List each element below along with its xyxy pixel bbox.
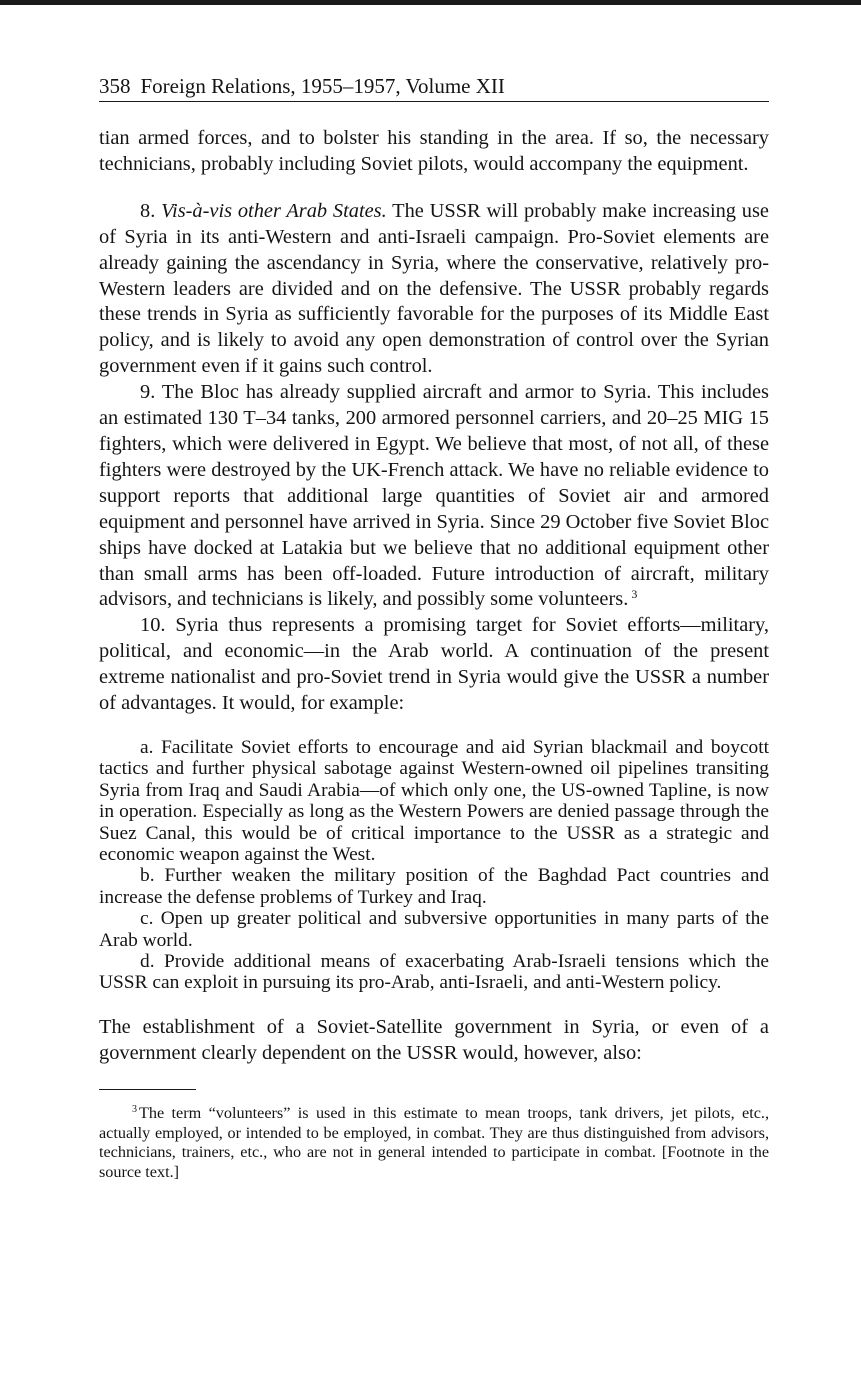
paragraph-final: The establishment of a Soviet-Satellite government in Syria, or even of a government clearly dependent on the USSR would, however, also: bbox=[99, 1015, 769, 1064]
paragraph-8-heading: Vis-à-vis other Arab States. bbox=[161, 199, 387, 222]
top-edge-rule bbox=[0, 0, 861, 5]
paragraph-10: 10. Syria thus represents a promising target for Soviet efforts—military, political, and economic—in the Arab world. A continuation of the present extreme nationalist and pro-Soviet trend in Syria would give the USSR a number of advantages. It would, for example: bbox=[99, 614, 769, 715]
footnote-divider bbox=[99, 1089, 196, 1091]
list-item-a: a. Facilitate Soviet efforts to encourage and aid Syrian blackmail and boycott tactics and further physical sabotage against Western-owned oil pipelines transiting Syria from Iraq and Saudi Arabia—of which only one, the US-owned Tapline, is now in operation. Especially as long as the Western Powers are denied passage through the Suez Canal, this would be of critical importance to the USSR as a strategic and economic weapon against the West. bbox=[99, 736, 769, 865]
list-item-d: d. Provide additional means of exacerbating Arab-Israeli tensions which the USSR can exploit in pursuing its pro-Arab, anti-Israeli, and anti-Western policy. bbox=[99, 951, 769, 994]
page-number: 358 bbox=[99, 74, 131, 98]
footnote bbox=[99, 1104, 769, 1182]
running-header bbox=[99, 72, 769, 102]
advantages-list bbox=[99, 737, 769, 994]
paragraph-8-text: The USSR will probably make increasing use of Syria in its anti-Western and anti-Israeli campaign. Pro-Soviet elements are already gaining the ascendancy in Syria, where the conservative, relatively pro-Western leaders are divided and on the defensive. The USSR probably regards these trends in Syria as sufficiently favorable for the purposes of its Middle East policy, and is likely to avoid any open demonstration of control over the Syrian government even if it gains such control. bbox=[99, 199, 769, 378]
paragraph-9 bbox=[99, 380, 769, 613]
list-item-c: c. Open up greater political and subversive opportunities in many parts of the Arab world. bbox=[99, 908, 769, 951]
footnote-text: The term “volunteers” is used in this estimate to mean troops, tank drivers, jet pilots, etc., actually employed, or intended to be employed, in combat. They are thus distinguished from advisors, technicians, trainers, etc., who are not in general intended to participate in combat. [Footnote in the source text.] bbox=[99, 1104, 769, 1181]
paragraph-9-text: 9. The Bloc has already supplied aircraft and armor to Syria. This includes an estimated 130 T–34 tanks, 200 armored personnel carriers, and 20–25 MIG 15 fighters, which were delivered in Egypt. We believe that most, of not all, of these fighters were destroyed by the UK-French attack. We have no reliable evidence to support reports that additional large quantities of Soviet air and armored equipment and personnel have arrived in Syria. Since 29 October five Soviet Bloc ships have docked at Latakia but we believe that no additional equipment other than small arms has been off-loaded. Future introduction of aircraft, military advisors, and technicians is likely, and possibly some volunteers. bbox=[99, 381, 769, 611]
list-item-b: b. Further weaken the military position of the Baghdad Pact countries and increase the defense problems of Turkey and Iraq. bbox=[99, 865, 769, 908]
publication-title: Foreign Relations, 1955–1957, Volume XII bbox=[140, 74, 505, 98]
paragraph-8 bbox=[99, 199, 769, 380]
document-page bbox=[99, 72, 769, 1182]
footnote-mark: 3 bbox=[132, 1103, 137, 1115]
footnote-reference: 3 bbox=[631, 586, 638, 601]
body-text bbox=[99, 126, 769, 1067]
paragraph-8-number: 8. bbox=[140, 199, 156, 222]
paragraph-continued: tian armed forces, and to bolster his standing in the area. If so, the necessary technicians, probably including Soviet pilots, would accompany the equipment. bbox=[99, 127, 769, 175]
